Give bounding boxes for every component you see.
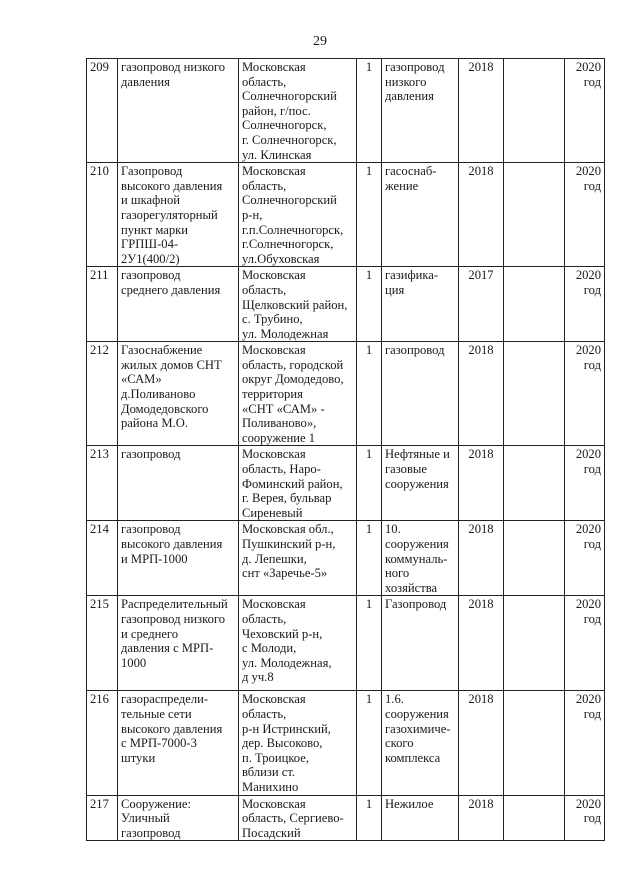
object-purpose: Нежилое xyxy=(382,795,459,841)
object-purpose: 10. сооружения коммуналь- ного хозяйства xyxy=(382,521,459,596)
object-address: Московская область, Чеховский р-н, с Молоди, ул. Молодежная, д уч.8 xyxy=(239,596,357,691)
object-year: 2018 xyxy=(459,795,504,841)
object-quantity: 1 xyxy=(357,795,382,841)
object-year: 2018 xyxy=(459,596,504,691)
page-number: 29 xyxy=(313,34,327,49)
row-number: 214 xyxy=(87,521,118,596)
table-row xyxy=(87,163,605,267)
empty-cell xyxy=(504,691,565,795)
object-address: Московская область, Солнечногорский район, г/пос. Солнечногорск, г. Солнечногорск, ул. Клинская xyxy=(239,59,357,163)
object-name: газораспредели- тельные сети высокого давления с МРП-7000-3 штуки xyxy=(118,691,239,795)
row-number: 217 xyxy=(87,795,118,841)
object-year: 2018 xyxy=(459,521,504,596)
object-term: 2020 год xyxy=(565,521,605,596)
row-number: 216 xyxy=(87,691,118,795)
object-address: Московская область, Наро- Фоминский район, г. Верея, бульвар Сиреневый xyxy=(239,446,357,521)
object-term: 2020 год xyxy=(565,267,605,342)
table-row xyxy=(87,267,605,342)
object-quantity: 1 xyxy=(357,342,382,446)
empty-cell xyxy=(504,446,565,521)
object-quantity: 1 xyxy=(357,691,382,795)
object-term: 2020 год xyxy=(565,691,605,795)
object-address: Московская обл., Пушкинский р-н, д. Лепешки, снт «Заречье-5» xyxy=(239,521,357,596)
object-quantity: 1 xyxy=(357,267,382,342)
object-term: 2020 год xyxy=(565,59,605,163)
object-year: 2018 xyxy=(459,691,504,795)
object-purpose: Нефтяные и газовые сооружения xyxy=(382,446,459,521)
empty-cell xyxy=(504,521,565,596)
table-row xyxy=(87,342,605,446)
table-row xyxy=(87,59,605,163)
object-purpose: гасоснаб- жение xyxy=(382,163,459,267)
object-purpose: Газопровод xyxy=(382,596,459,691)
object-name: газопровод высокого давления и МРП-1000 xyxy=(118,521,239,596)
object-term: 2020 год xyxy=(565,446,605,521)
table-row xyxy=(87,795,605,841)
table-row xyxy=(87,691,605,795)
table-row xyxy=(87,521,605,596)
object-quantity: 1 xyxy=(357,521,382,596)
object-address: Московская область, Сергиево- Посадский xyxy=(239,795,357,841)
object-year: 2018 xyxy=(459,59,504,163)
object-term: 2020 год xyxy=(565,342,605,446)
empty-cell xyxy=(504,267,565,342)
object-purpose: 1.6. сооружения газохимиче- ского комплекса xyxy=(382,691,459,795)
empty-cell xyxy=(504,59,565,163)
empty-cell xyxy=(504,596,565,691)
row-number: 215 xyxy=(87,596,118,691)
object-address: Московская область, городской округ Домодедово, территория «СНТ «САМ» - Поливаново», сооружение 1 xyxy=(239,342,357,446)
row-number: 212 xyxy=(87,342,118,446)
object-purpose: газопровод xyxy=(382,342,459,446)
object-purpose: газифика- ция xyxy=(382,267,459,342)
registry-table xyxy=(86,58,605,841)
table-row xyxy=(87,446,605,521)
object-purpose: газопровод низкого давления xyxy=(382,59,459,163)
object-name: Распределительный газопровод низкого и среднего давления с МРП- 1000 xyxy=(118,596,239,691)
row-number: 209 xyxy=(87,59,118,163)
object-quantity: 1 xyxy=(357,446,382,521)
row-number: 210 xyxy=(87,163,118,267)
empty-cell xyxy=(504,163,565,267)
object-name: газопровод среднего давления xyxy=(118,267,239,342)
object-quantity: 1 xyxy=(357,596,382,691)
object-name: газопровод xyxy=(118,446,239,521)
object-term: 2020 год xyxy=(565,163,605,267)
row-number: 213 xyxy=(87,446,118,521)
object-name: Сооружение: Уличный газопровод xyxy=(118,795,239,841)
object-quantity: 1 xyxy=(357,59,382,163)
object-address: Московская область, р-н Истринский, дер. Высоково, п. Троицкое, вблизи ст. Манихино xyxy=(239,691,357,795)
object-term: 2020 год xyxy=(565,795,605,841)
row-number: 211 xyxy=(87,267,118,342)
object-address: Московская область, Щелковский район, с. Трубино, ул. Молодежная xyxy=(239,267,357,342)
object-year: 2017 xyxy=(459,267,504,342)
object-name: газопровод низкого давления xyxy=(118,59,239,163)
object-name: Газоснабжение жилых домов СНТ «САМ» д.Поливаново Домодедовского района М.О. xyxy=(118,342,239,446)
empty-cell xyxy=(504,795,565,841)
object-address: Московская область, Солнечногорский р-н, г.п.Солнечногорск, г.Солнечногорск, ул.Обуховская xyxy=(239,163,357,267)
table-row xyxy=(87,596,605,691)
object-year: 2018 xyxy=(459,163,504,267)
object-term: 2020 год xyxy=(565,596,605,691)
object-name: Газопровод высокого давления и шкафной газорегуляторный пункт марки ГРПШ-04- 2У1(400/2) xyxy=(118,163,239,267)
empty-cell xyxy=(504,342,565,446)
object-quantity: 1 xyxy=(357,163,382,267)
object-year: 2018 xyxy=(459,446,504,521)
object-year: 2018 xyxy=(459,342,504,446)
